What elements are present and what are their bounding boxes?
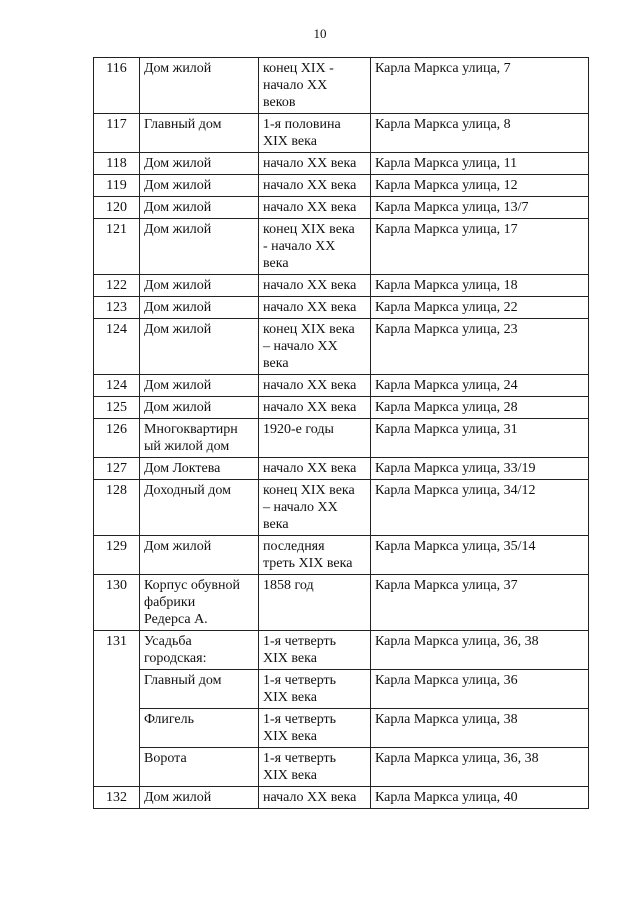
object-address: Карла Маркса улица, 28 (371, 397, 589, 419)
table-row (94, 153, 589, 175)
table-row (94, 319, 589, 375)
table-row (94, 787, 589, 809)
object-address: Карла Маркса улица, 12 (371, 175, 589, 197)
object-address: Карла Маркса улица, 40 (371, 787, 589, 809)
object-address: Карла Маркса улица, 7 (371, 58, 589, 114)
object-address: Карла Маркса улица, 13/7 (371, 197, 589, 219)
object-address: Карла Маркса улица, 17 (371, 219, 589, 275)
table-row-part (94, 670, 589, 709)
table-row (94, 480, 589, 536)
object-name: Ворота (140, 748, 259, 787)
object-name: Усадьба городская: (140, 631, 259, 670)
object-address: Карла Маркса улица, 36 (371, 670, 589, 709)
monuments-table (93, 57, 589, 809)
table-row (94, 458, 589, 480)
object-address: Карла Маркса улица, 34/12 (371, 480, 589, 536)
table-row (94, 575, 589, 631)
object-address: Карла Маркса улица, 18 (371, 275, 589, 297)
object-address: Карла Маркса улица, 11 (371, 153, 589, 175)
row-number: 126 (94, 419, 140, 458)
row-number: 124 (94, 319, 140, 375)
row-number: 121 (94, 219, 140, 275)
object-name: Дом жилой (140, 375, 259, 397)
object-name: Дом жилой (140, 153, 259, 175)
object-date: начало XX века (259, 397, 371, 419)
object-date: начало XX века (259, 275, 371, 297)
object-address: Карла Маркса улица, 24 (371, 375, 589, 397)
row-number: 120 (94, 197, 140, 219)
object-address: Карла Маркса улица, 36, 38 (371, 748, 589, 787)
table-row (94, 219, 589, 275)
table-row-part (94, 748, 589, 787)
table-row (94, 397, 589, 419)
object-date: 1858 год (259, 575, 371, 631)
monuments-table-body (94, 58, 589, 809)
row-number: 124 (94, 375, 140, 397)
object-date: 1-я четверть XIX века (259, 670, 371, 709)
object-name: Главный дом (140, 670, 259, 709)
object-name: Дом жилой (140, 219, 259, 275)
object-address: Карла Маркса улица, 33/19 (371, 458, 589, 480)
row-number: 123 (94, 297, 140, 319)
object-name: Дом жилой (140, 297, 259, 319)
object-name: Многоквартирн ый жилой дом (140, 419, 259, 458)
page-number: 10 (313, 26, 327, 41)
row-number: 116 (94, 58, 140, 114)
table-row (94, 197, 589, 219)
table-row (94, 275, 589, 297)
object-name: Дом жилой (140, 58, 259, 114)
row-number: 129 (94, 536, 140, 575)
table-row (94, 175, 589, 197)
row-number: 118 (94, 153, 140, 175)
object-address: Карла Маркса улица, 8 (371, 114, 589, 153)
object-name: Дом жилой (140, 175, 259, 197)
object-date: начало XX века (259, 175, 371, 197)
object-address: Карла Маркса улица, 35/14 (371, 536, 589, 575)
row-number: 125 (94, 397, 140, 419)
table-row (94, 114, 589, 153)
object-address: Карла Маркса улица, 31 (371, 419, 589, 458)
object-address: Карла Маркса улица, 37 (371, 575, 589, 631)
table-row (94, 419, 589, 458)
table-row (94, 58, 589, 114)
object-date: 1-я четверть XIX века (259, 631, 371, 670)
object-address: Карла Маркса улица, 23 (371, 319, 589, 375)
object-name: Дом жилой (140, 787, 259, 809)
table-row (94, 536, 589, 575)
table-row (94, 297, 589, 319)
object-date: 1-я половина XIX века (259, 114, 371, 153)
object-name: Доходный дом (140, 480, 259, 536)
table-row-group (94, 631, 589, 670)
object-date: начало XX века (259, 197, 371, 219)
object-date: конец XIX века – начало XX века (259, 319, 371, 375)
row-number: 117 (94, 114, 140, 153)
row-number: 132 (94, 787, 140, 809)
object-name: Корпус обувной фабрики Редерса А. (140, 575, 259, 631)
table-row-part (94, 709, 589, 748)
object-date: начало XX века (259, 297, 371, 319)
row-number: 128 (94, 480, 140, 536)
object-address: Карла Маркса улица, 38 (371, 709, 589, 748)
object-name: Дом жилой (140, 536, 259, 575)
row-number: 131 (94, 631, 140, 787)
row-number: 119 (94, 175, 140, 197)
object-date: конец XIX - начало XX веков (259, 58, 371, 114)
object-date: начало XX века (259, 375, 371, 397)
row-number: 130 (94, 575, 140, 631)
object-date: начало XX века (259, 787, 371, 809)
object-date: конец XIX века – начало XX века (259, 480, 371, 536)
row-number: 127 (94, 458, 140, 480)
object-address: Карла Маркса улица, 22 (371, 297, 589, 319)
object-address: Карла Маркса улица, 36, 38 (371, 631, 589, 670)
object-date: начало XX века (259, 153, 371, 175)
object-name: Флигель (140, 709, 259, 748)
object-name: Дом Локтева (140, 458, 259, 480)
row-number: 122 (94, 275, 140, 297)
object-name: Главный дом (140, 114, 259, 153)
object-name: Дом жилой (140, 275, 259, 297)
object-name: Дом жилой (140, 319, 259, 375)
table-row (94, 375, 589, 397)
object-date: 1-я четверть XIX века (259, 709, 371, 748)
object-date: начало XX века (259, 458, 371, 480)
object-date: 1920-е годы (259, 419, 371, 458)
object-name: Дом жилой (140, 397, 259, 419)
object-date: последняя треть XIX века (259, 536, 371, 575)
object-date: 1-я четверть XIX века (259, 748, 371, 787)
object-date: конец XIX века - начало XX века (259, 219, 371, 275)
object-name: Дом жилой (140, 197, 259, 219)
